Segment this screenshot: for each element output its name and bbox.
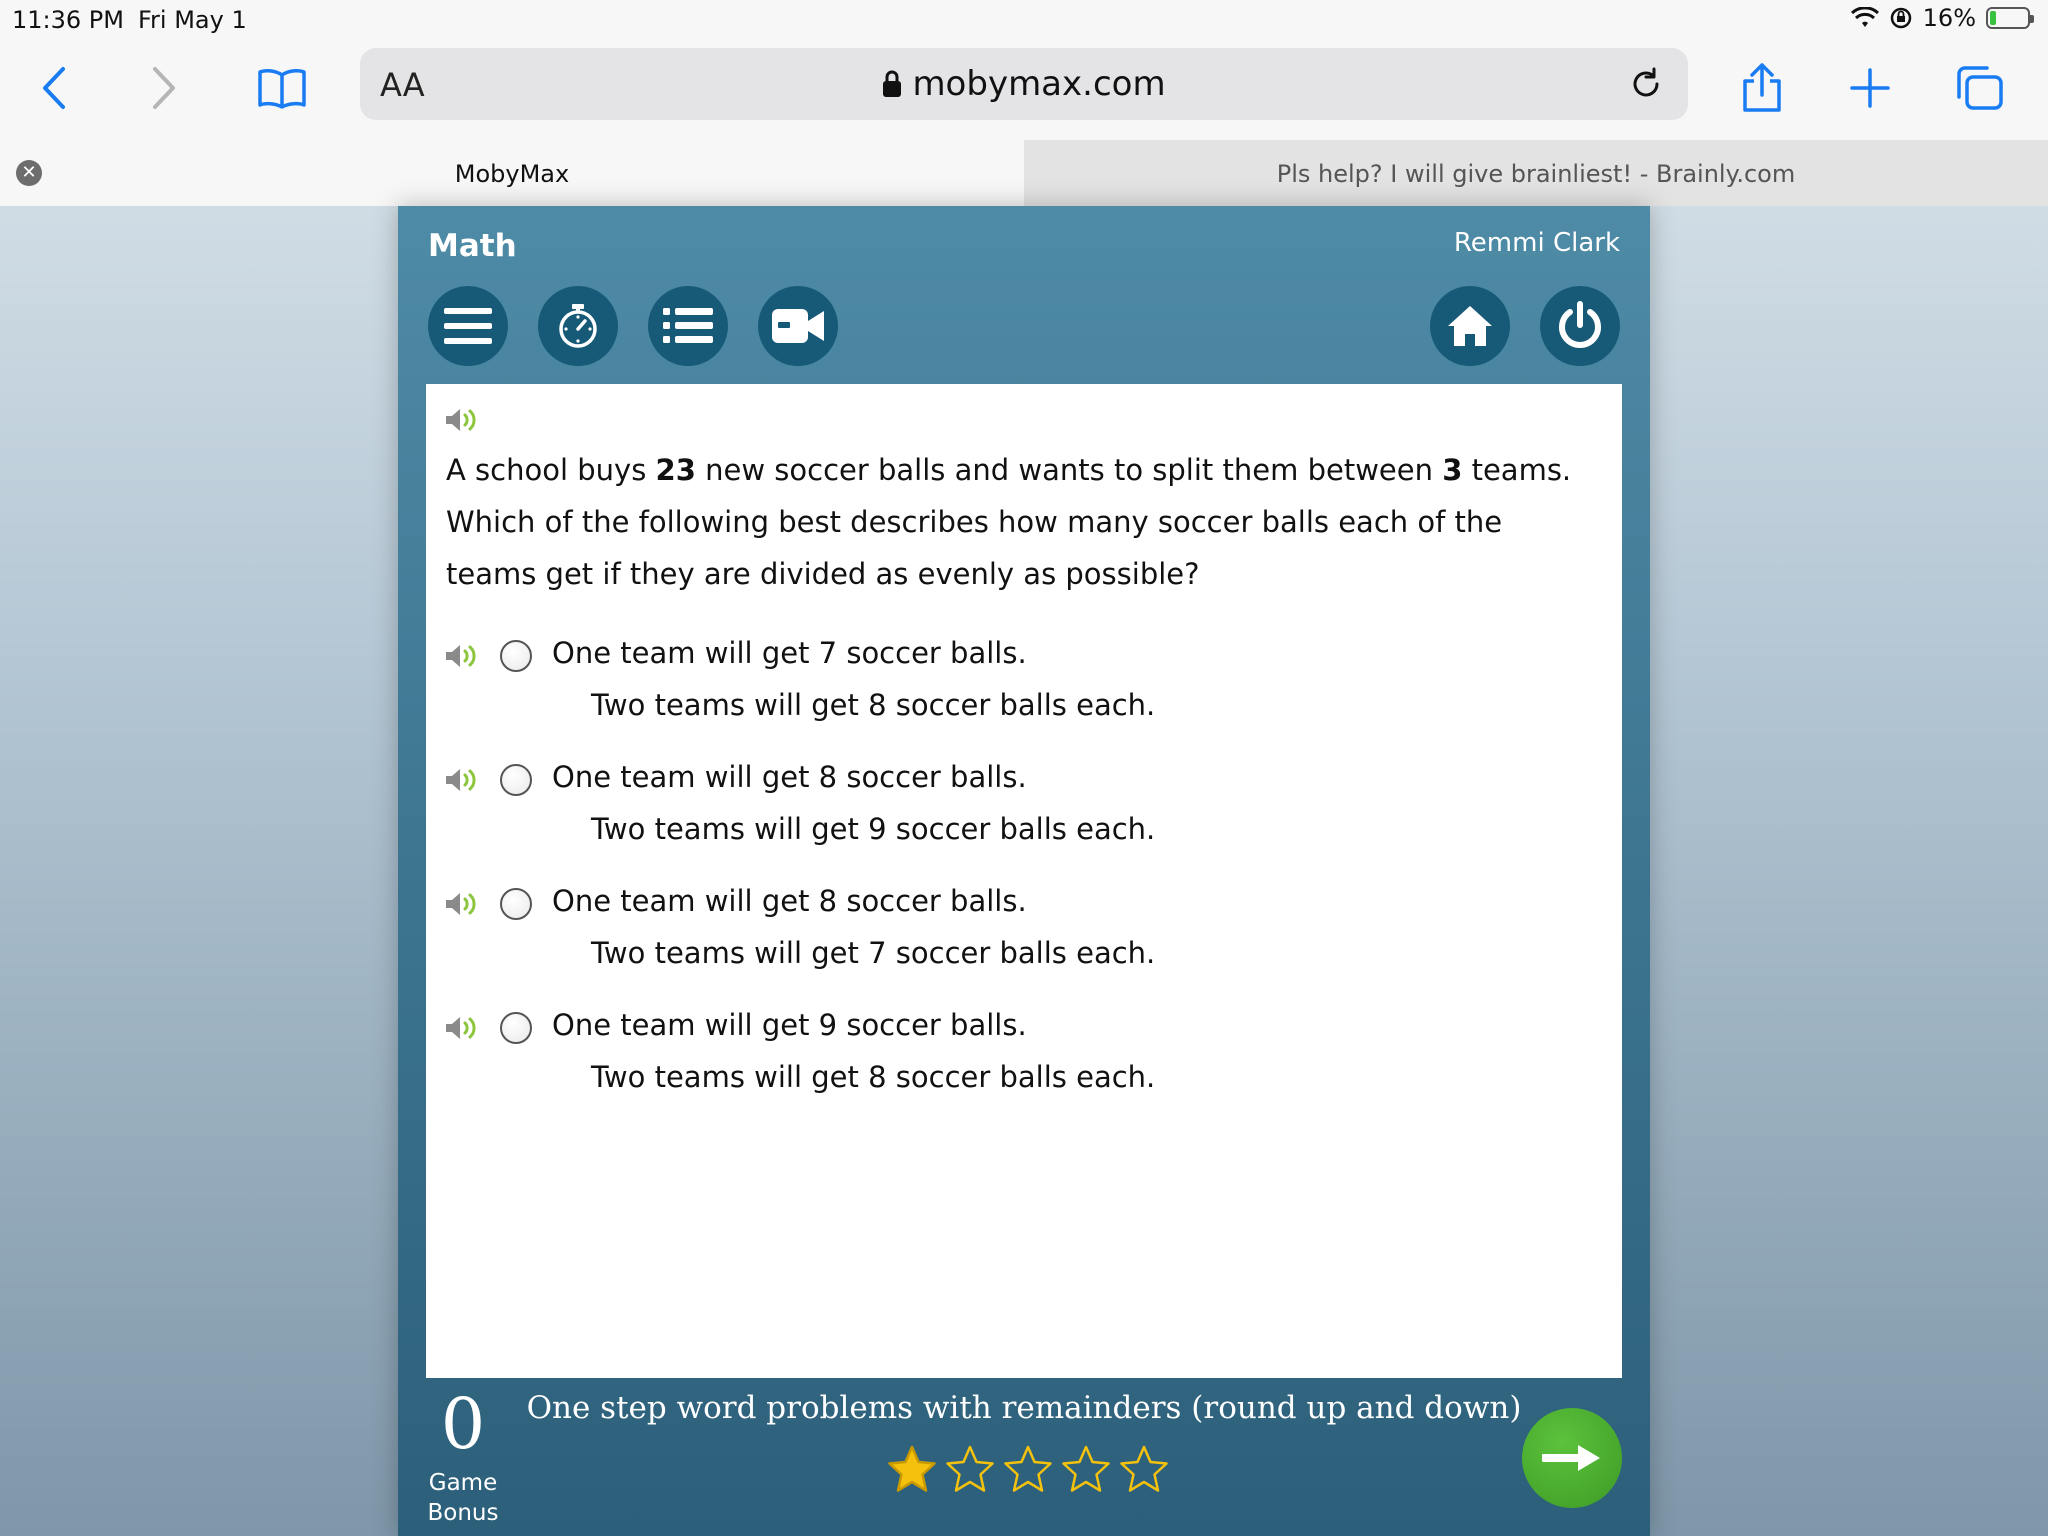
option-line-1: One team will get 9 soccer balls.	[552, 1008, 1027, 1042]
option-radio[interactable]	[500, 640, 532, 672]
star-empty-icon	[1002, 1444, 1054, 1494]
star-empty-icon	[1118, 1444, 1170, 1494]
question-text	[446, 444, 1596, 600]
url-text: mobymax.com	[912, 64, 1166, 104]
option-line-2: Two teams will get 9 soccer balls each.	[591, 812, 1156, 846]
option-radio[interactable]	[500, 1012, 532, 1044]
menu-icon	[444, 306, 492, 346]
home-button[interactable]	[1430, 286, 1510, 366]
user-name: Remmi Clark	[1453, 228, 1620, 258]
game-bonus-value: 0	[440, 1383, 486, 1465]
star-empty-icon	[1060, 1444, 1112, 1494]
question-number: 23	[655, 453, 696, 487]
url-display[interactable]	[360, 64, 1688, 104]
tabs-icon	[1955, 65, 2005, 111]
chevron-left-icon	[39, 65, 69, 111]
game-bonus-label	[416, 1468, 510, 1528]
status-right	[1851, 4, 2030, 32]
close-tab-icon[interactable]: ✕	[16, 160, 42, 186]
question-part: new soccer balls and wants to split them between	[695, 453, 1443, 487]
option-radio[interactable]	[500, 888, 532, 920]
reload-icon[interactable]	[1626, 64, 1666, 104]
question-speaker-icon[interactable]	[444, 406, 480, 434]
option-line-2: Two teams will get 7 soccer balls each.	[591, 936, 1156, 970]
option-speaker-icon[interactable]	[444, 1014, 480, 1042]
bookmarks-button[interactable]	[254, 60, 310, 116]
chevron-right-icon	[149, 65, 179, 111]
status-bar	[0, 0, 2048, 40]
status-date: Fri May 1	[138, 6, 247, 34]
home-icon	[1446, 304, 1494, 348]
star-empty-icon	[944, 1444, 996, 1494]
list-button[interactable]	[648, 286, 728, 366]
status-time: 11:36 PM	[12, 6, 124, 34]
address-bar[interactable]	[360, 48, 1688, 120]
option-line-1: One team will get 8 soccer balls.	[552, 884, 1027, 918]
forward-button[interactable]	[136, 60, 192, 116]
timer-icon	[556, 302, 600, 350]
tab-title: MobyMax	[454, 160, 570, 188]
game-bonus-label-line: Game	[428, 1470, 498, 1496]
wifi-icon	[1851, 7, 1879, 29]
answer-option[interactable]	[444, 1006, 1604, 1116]
lesson-title: One step word problems with remainders (round up and down)	[526, 1390, 1522, 1426]
video-button[interactable]	[758, 286, 838, 366]
plus-icon	[1849, 67, 1891, 109]
mobymax-app	[398, 206, 1650, 1536]
star-rating	[886, 1444, 1170, 1494]
orientation-lock-icon	[1889, 6, 1913, 30]
tab-bar	[0, 140, 2048, 206]
option-radio[interactable]	[500, 764, 532, 796]
text-size-label: AA	[380, 66, 425, 104]
option-speaker-icon[interactable]	[444, 642, 480, 670]
answer-option[interactable]	[444, 882, 1604, 992]
answer-option[interactable]	[444, 758, 1604, 868]
back-button[interactable]	[26, 60, 82, 116]
answer-option[interactable]	[444, 634, 1604, 744]
battery-percent: 16%	[1922, 4, 1976, 32]
share-button[interactable]	[1734, 60, 1790, 116]
book-icon	[257, 67, 307, 109]
star-filled-icon	[886, 1444, 938, 1494]
list-icon	[663, 306, 713, 346]
option-line-1: One team will get 8 soccer balls.	[552, 760, 1027, 794]
game-bonus-label-line: Bonus	[427, 1500, 499, 1526]
option-line-2: Two teams will get 8 soccer balls each.	[591, 1060, 1156, 1094]
tab-title: Pls help? I will give brainliest! - Brainly.com	[1276, 160, 1796, 188]
option-line-1: One team will get 7 soccer balls.	[552, 636, 1027, 670]
battery-icon	[1986, 7, 2030, 29]
next-button[interactable]	[1522, 1408, 1622, 1508]
logout-button[interactable]	[1540, 286, 1620, 366]
option-speaker-icon[interactable]	[444, 766, 480, 794]
question-part: A school buys	[446, 453, 656, 487]
option-line-2: Two teams will get 8 soccer balls each.	[591, 688, 1156, 722]
browser-toolbar	[0, 40, 2048, 140]
question-number: 3	[1442, 453, 1463, 487]
arrow-right-icon	[1542, 1443, 1602, 1473]
video-icon	[772, 307, 824, 345]
lock-icon	[882, 70, 902, 98]
share-icon	[1740, 63, 1784, 113]
power-icon	[1556, 301, 1604, 351]
timer-button[interactable]	[538, 286, 618, 366]
new-tab-button[interactable]	[1842, 60, 1898, 116]
tab-mobymax[interactable]	[0, 140, 1024, 206]
question-part: teams. Which of the following best describes how many soccer balls each of the teams get if they are divided as evenly as possible?	[446, 453, 1572, 591]
option-speaker-icon[interactable]	[444, 890, 480, 918]
menu-button[interactable]	[428, 286, 508, 366]
tabs-overview-button[interactable]	[1952, 60, 2008, 116]
tab-brainly[interactable]	[1024, 140, 2048, 206]
question-card	[426, 384, 1622, 1378]
subject-title: Math	[428, 228, 517, 264]
